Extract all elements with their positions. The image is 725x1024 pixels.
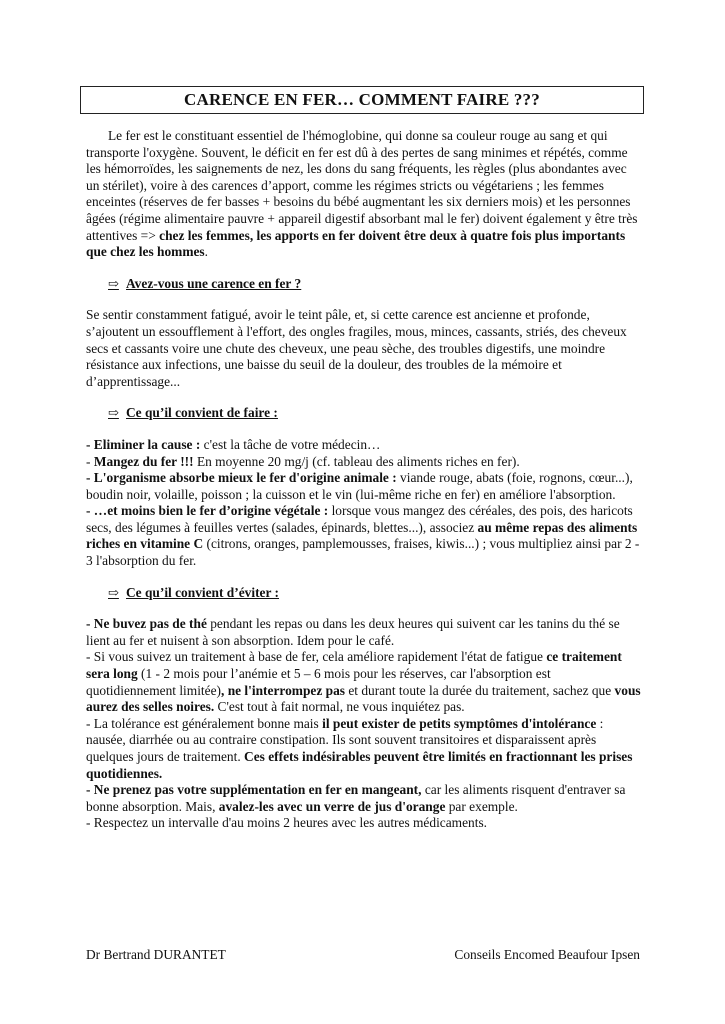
section-heading-text: Ce qu’il convient de faire :: [126, 405, 278, 421]
todo-item-bold: - …et moins bien le fer d’origine végétale :: [86, 503, 329, 519]
todo-item-bold: - L'organisme absorbe mieux le fer d'origine animale :: [86, 470, 397, 486]
avoid-list: [86, 616, 642, 832]
avoid-item-bold: avalez-les avec un verre de jus d'orange: [218, 798, 446, 814]
document-body: [86, 128, 642, 832]
avoid-item: [86, 616, 642, 649]
todo-item-text: c'est la tâche de votre médecin…: [200, 436, 381, 452]
avoid-item-text: et durant toute la durée du traitement, sachez que: [344, 682, 615, 698]
avoid-item: [86, 782, 642, 815]
avoid-item: - Respectez un intervalle d'au moins 2 heures avec les autres médicaments.: [86, 815, 488, 831]
todo-list: [86, 437, 642, 570]
intro-end: .: [204, 244, 208, 260]
document-title: CARENCE EN FER… COMMENT FAIRE ???: [80, 86, 644, 114]
intro-bold-text: chez les femmes, les apports en fer doivent être deux à quatre fois plus importants que chez les hommes: [86, 227, 626, 260]
avoid-item-text: pendant les repas ou dans les deux heures qui suivent car les tanins du thé se lient au fer et nuisent à son absorption. Idem pour le café.: [86, 616, 620, 648]
section-heading-avoid: [108, 585, 642, 602]
arrow-right-icon: ⇨: [108, 275, 119, 291]
avoid-item: [86, 649, 642, 715]
todo-item: [86, 437, 642, 454]
avoid-item-text: (1 - 2 mois pour l’anémie et 5 – 6 mois pour les réserves, car l'absorption est quotidiennement limitée): [86, 666, 551, 698]
avoid-item-text: car les aliments risquent d'entraver sa bonne absorption. Mais,: [86, 782, 626, 814]
footer-source: Conseils Encomed Beaufour Ipsen: [454, 947, 640, 962]
todo-item: [86, 503, 642, 569]
arrow-right-icon: ⇨: [108, 405, 119, 421]
todo-item: [86, 454, 642, 471]
todo-item-bold: au même repas des aliments riches en vitamine C: [86, 519, 638, 552]
todo-item-text: lorsque vous mangez des céréales, des pois, des haricots secs, des légumes à feuilles vertes (salades, épinards, blettes...), associez: [86, 503, 633, 535]
page-footer: [86, 947, 640, 964]
todo-item-text: viande rouge, abats (foie, rognons, cœur...), boudin noir, volaille, poisson ; la cuisson et le vin (lui-même riche en fer) en améliore l'absorption.: [86, 470, 633, 502]
avoid-item-text: : nausée, diarrhée ou au contraire constipation. Ils sont souvent transitoires et disparaissent après quelques jours de traitement.: [86, 715, 604, 764]
avoid-item-text: par exemple.: [445, 798, 518, 814]
avoid-item-bold: ce traitement sera long: [86, 649, 622, 682]
section-heading-todo: [108, 405, 642, 422]
intro-paragraph: [86, 128, 642, 261]
todo-item: [86, 470, 642, 503]
avoid-item-bold: , ne l'interrompez pas: [221, 682, 345, 698]
intro-text: Le fer est le constituant essentiel de l'hémoglobine, qui donne sa couleur rouge au sang et qui transporte l'oxygène. Souvent, le déficit en fer est dû à des pertes de sang minimes et répétés, comme les hémorroïdes, les saignements de nez, les dons du sang fréquents, les règles (plus abondantes avec un stérilet), voire à des carences d’apport, comme les régimes stricts ou végétariens ; les femmes enceintes (réserves de fer basses + besoins du bébé augmentant les six derniers mois) et les personnes âgées (régime alimentaire pauvre + appareil digestif absorbant mal le fer) doivent également y être très attentives =>: [86, 128, 638, 243]
avoid-item-bold: - Ne prenez pas votre supplémentation en fer en mangeant,: [86, 782, 422, 798]
todo-item-text: (citrons, oranges, pamplemousses, fraises, kiwis...) ; vous multipliez ainsi par 2 - 3 l'absorption du fer.: [86, 536, 640, 569]
avoid-item-bold: vous aurez des selles noires.: [86, 682, 641, 715]
todo-item-text: En moyenne 20 mg/j (cf. tableau des aliments riches en fer).: [193, 453, 520, 469]
avoid-item-bold: Ces effets indésirables peuvent être limités en fractionnant les prises quotidiennes.: [86, 749, 633, 781]
avoid-item-bold: il peut exister de petits symptômes d'intolérance: [322, 715, 597, 731]
avoid-item-text: - La tolérance est généralement bonne mais: [86, 715, 323, 731]
avoid-item-bold: - Ne buvez pas de thé: [86, 616, 207, 632]
symptoms-paragraph: Se sentir constamment fatigué, avoir le teint pâle, et, si cette carence est ancienne et profonde, s’ajoutent un essoufflement à l'effort, des ongles fragiles, mous, minces, cassants, striés, des cheveux secs et cassants voire une chute des cheveux, une peau sèche, des troubles digestifs, une moindre résistance aux infections, une baisse du seuil de la douleur, des troubles de la mémoire et d’apprentissage...: [86, 307, 627, 389]
section-heading-text: Ce qu’il convient d’éviter :: [126, 584, 279, 600]
avoid-item: [86, 716, 642, 782]
avoid-item-text: - Si vous suivez un traitement à base de fer, cela améliore rapidement l'état de fatigue: [86, 649, 547, 665]
todo-item-prefix: -: [86, 453, 94, 469]
footer-author: Dr Bertrand DURANTET: [86, 947, 226, 962]
section-heading-symptoms: [108, 276, 642, 293]
section-heading-text: Avez-vous une carence en fer ?: [126, 275, 302, 291]
todo-item-bold: Mangez du fer !!!: [93, 453, 194, 469]
todo-item-bold: - Eliminer la cause :: [86, 436, 201, 452]
arrow-right-icon: ⇨: [108, 584, 119, 600]
avoid-item-text: C'est tout à fait normal, ne vous inquiétez pas.: [214, 699, 465, 715]
